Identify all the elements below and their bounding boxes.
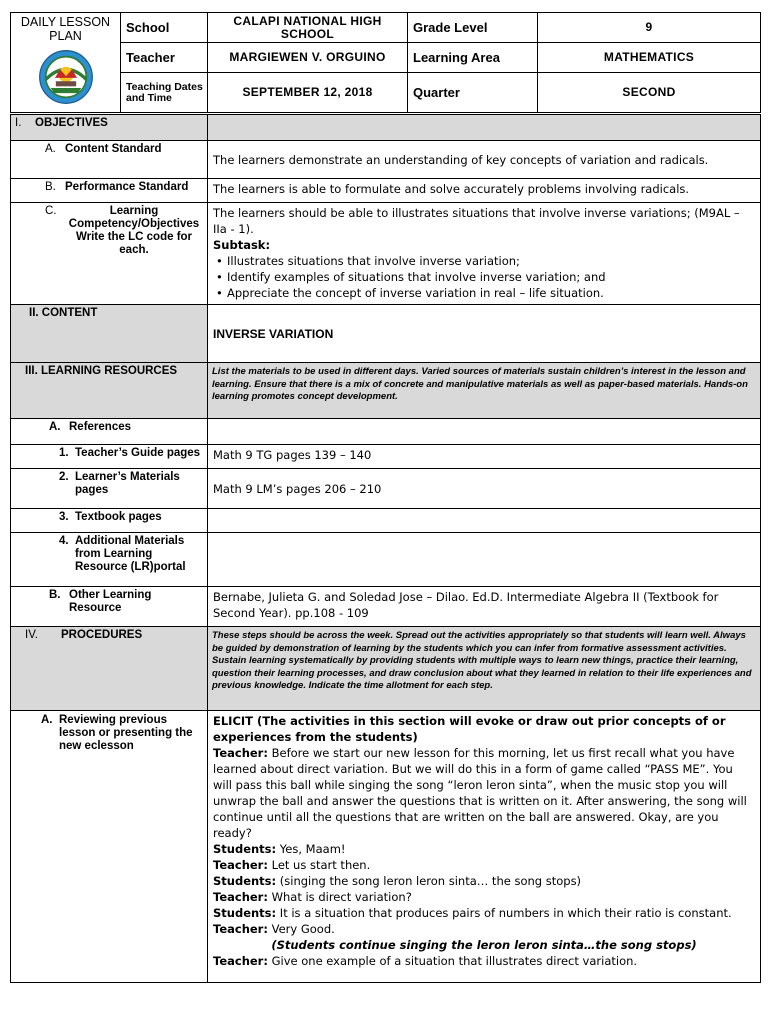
objectives-num: I. — [15, 117, 22, 129]
references-blank — [208, 419, 761, 445]
lm-label: 2. Learner’s Materials pages — [11, 469, 208, 509]
teacher-label: Teacher — [121, 43, 208, 73]
competency-text-cell — [208, 203, 761, 305]
dialogue-line: Students: Yes, Maam! — [213, 842, 346, 856]
performance-standard-label: B. Performance Standard — [11, 179, 208, 203]
review-label: A. Reviewing previous lesson or presenting the new eclesson — [11, 711, 208, 983]
tb-label: 3. Textbook pages — [11, 509, 208, 533]
subtask-list — [213, 253, 755, 301]
grade-value: 9 — [538, 13, 761, 43]
lm-value: Math 9 LM’s pages 206 – 210 — [208, 469, 761, 509]
list-item: • Identify examples of situations that involve inverse variation; and — [213, 269, 755, 285]
area-label: Learning Area — [408, 43, 538, 73]
title-logo-cell — [11, 13, 121, 113]
competency-text: The learners should be able to illustrates situations that involve inverse variations; (M9AL – IIa - 1). — [213, 206, 740, 236]
procedures-heading: IV. PROCEDURES — [11, 627, 208, 711]
school-seal-icon — [32, 49, 100, 105]
references-label: A. References — [11, 419, 208, 445]
objectives-heading: I. OBJECTIVES — [11, 115, 208, 141]
dialogue-line: Teacher: Give one example of a situation that illustrates direct variation. — [213, 954, 638, 968]
quarter-value: SECOND — [538, 73, 761, 113]
dialogue-line: Teacher: What is direct variation? — [213, 890, 412, 904]
resources-num: III. — [25, 365, 38, 377]
lesson-plan-table — [10, 114, 761, 983]
area-value: MATHEMATICS — [538, 43, 761, 73]
doc-title: DAILY LESSON PLAN — [20, 15, 111, 43]
content-heading: II. CONTENT — [11, 305, 208, 363]
quarter-label: Quarter — [408, 73, 538, 113]
list-item: • Appreciate the concept of inverse variation in real – life situation. — [213, 285, 755, 301]
school-value: CALAPI NATIONAL HIGH SCHOOL — [208, 13, 408, 43]
resources-heading: III. LEARNING RESOURCES — [11, 363, 208, 419]
resources-note: List the materials to be used in different days. Varied sources of materials sustain children’s interest in the lesson and learning. Ensure that there is a mix of concrete and manipulative materials as well as paper-based materials. Hands-on learning promotes concept development. — [208, 363, 761, 419]
header-table — [10, 12, 761, 113]
dialogue-line: Teacher: Let us start then. — [213, 858, 371, 872]
procedures-note: These steps should be across the week. Spread out the activities appropriately so that students will learn well. Always be guided by demonstration of learning by the students which you can infer from formative assessment activities. Sustain learning systematically by providing students with multiple ways to learn new things, practice their learning, question their learning processes, and draw conclusion about what they learned in relation to their life experiences and previous knowledge. Indicate the time allotment for each step. — [208, 627, 761, 711]
other-label: B. Other Learning Resource — [11, 587, 208, 627]
objectives-blank — [208, 115, 761, 141]
tg-label: 1. Teacher’s Guide pages — [11, 445, 208, 469]
dates-label: Teaching Dates and Time — [121, 73, 208, 113]
other-value: Bernabe, Julieta G. and Soledad Jose – Dilao. Ed.D. Intermediate Algebra II (Textbook for Second Year). pp.108 - 109 — [208, 587, 761, 627]
elicit-heading: ELICIT (The activities in this section will evoke or draw out prior concepts of or experiences from the students) — [213, 714, 726, 744]
performance-standard-text: The learners is able to formulate and solve accurately problems involving radicals. — [208, 179, 761, 203]
am-value — [208, 533, 761, 587]
grade-label: Grade Level — [408, 13, 538, 43]
subtask-label: Subtask: — [213, 238, 271, 252]
tb-value — [208, 509, 761, 533]
content-standard-label: A. Content Standard — [11, 141, 208, 179]
dates-value: SEPTEMBER 12, 2018 — [208, 73, 408, 113]
stage-direction: (Students continue singing the leron leron sinta…the song stops) — [271, 938, 697, 952]
tg-value: Math 9 TG pages 139 – 140 — [208, 445, 761, 469]
review-content — [208, 711, 761, 983]
am-label: 4. Additional Materials from Learning Resource (LR)portal — [11, 533, 208, 587]
dialogue-line: Teacher: Very Good. — [213, 922, 335, 936]
content-text: INVERSE VARIATION — [208, 305, 761, 363]
list-item: • Illustrates situations that involve inverse variation; — [213, 253, 755, 269]
competency-label: C. Learning Competency/Objectives Write the LC code for each. — [11, 203, 208, 305]
content-standard-text: The learners demonstrate an understanding of key concepts of variation and radicals. — [208, 141, 761, 179]
dialogue-line: Teacher: Before we start our new lesson for this morning, let us first recall what you have learned about direct variation. But we will do this in a form of game called “PASS ME”. You will pass this ball while singing the song “leron leron sinta”, when the music stop you will unwrap the ball and answer the questions that is written on it. After answering, the song will continue until all the questions that are written on the ball are answered. Okay, are you ready? — [213, 746, 747, 840]
teacher-value: MARGIEWEN V. ORGUINO — [208, 43, 408, 73]
procedures-num: IV. — [25, 629, 39, 641]
dialogue-line: Students: (singing the song leron leron sinta… the song stops) — [213, 874, 582, 888]
school-label: School — [121, 13, 208, 43]
dialogue-line: Students: It is a situation that produces pairs of numbers in which their ratio is constant. — [213, 906, 732, 920]
content-num: II. — [29, 307, 39, 319]
